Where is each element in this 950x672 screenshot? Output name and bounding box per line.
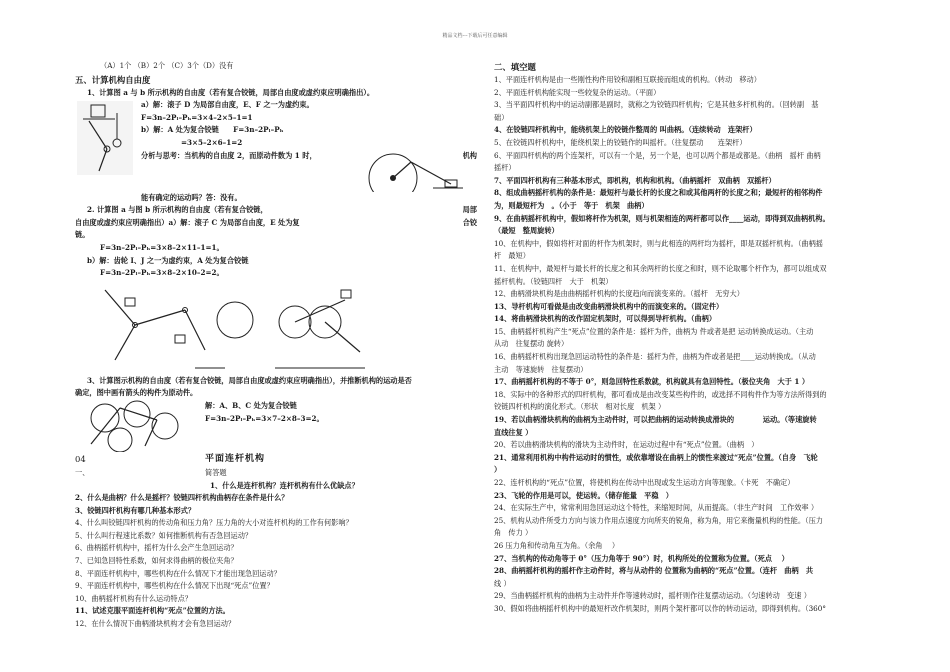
fill-blank-line: 15、曲柄摇杆机构产生“死点”位置的条件是：摇杆为件，曲柄为 件或者是把 运动转换成运动。（主动: [494, 326, 814, 336]
section-one-label: 一、: [75, 467, 90, 477]
right-column: [494, 60, 880, 616]
mechanism-figure-c-d: [75, 280, 375, 375]
short-answer-item: 10、曲柄摇杆机构有什么运动特点？: [75, 593, 192, 603]
fill-blank-line: 6、平面四杆机构的两个连架杆，可以有一个是，另一个是，也可以两个都是或都是。（曲柄 摇杆 曲柄: [494, 150, 821, 160]
q2-title-3: 链。: [75, 230, 90, 240]
q2-row-2: [75, 217, 477, 230]
q1-block: [75, 99, 477, 204]
options-line: （A）1个 （B）2个 （C）3个（D）没有: [100, 61, 234, 70]
left-column: [75, 60, 477, 631]
fill-blank-line: 杆 最短）: [494, 251, 530, 261]
fill-blank-line: 9、在曲柄摇杆机构中，假如将杆作为机架，则与机架相连的两杆都可以作____运动，即得到双曲柄机构。: [494, 213, 830, 223]
short-answer-item: 2、什么是曲柄？什么是摇杆？铰链四杆机构曲柄存在条件是什么？: [75, 493, 289, 503]
q3-title-2: 确定，图中画有箭头的构件为原动件。: [75, 388, 198, 398]
q2-title-2: 自由度或虚约束应明确指出）a）解：滚子 C 为局部自由度，E 处为复: [75, 217, 300, 227]
fill-blank-line: 7、平面四杆机构有三种基本形式，即机构，机构和机构。（曲柄摇杆 双曲柄 双摇杆）: [494, 175, 776, 185]
mechanism-figure-a: [75, 99, 135, 177]
page-header: 精品文档---下载后可任意编辑: [442, 33, 508, 39]
fill-blank-line: 25、机构从动件所受力方向与该力作用点速度方向所夹的锐角，称为角，用它来衡量机构的性能。（压力: [494, 515, 823, 525]
fill-blank-line: 20、若以曲柄滑块机构的滑块为主动件时，在运动过程中有“死点”位置。（曲柄 ）: [494, 440, 759, 450]
q3-formula: F=3n–2Pₗ–Pₕ=3×7–2×8–3=2。: [205, 413, 324, 423]
q2-title-1: 2. 计算图 a 与图 b 所示机构的自由度（若有复合铰链，: [87, 205, 268, 215]
fill-blank-line: 直线往复 ）: [494, 427, 533, 437]
short-answer-item: 5、什么叫行程速比系数？如何推断机构有否急回运动？: [75, 530, 253, 540]
short-answer-item: 7、已知急回特性系数，如何求得曲柄的极位夹角？: [75, 556, 238, 566]
fill-blank-line: 8、组成曲柄摇杆机构的条件是：最短杆与最长杆的长度之和或其他两杆的长度之和；最短杆的相邻构件: [494, 188, 823, 198]
fill-blank-line: 摇杆机构。（铰链四杆 大于 机架）: [494, 276, 613, 286]
short-answer-item: 9、平面连杆机构中，哪些机构在什么情况下出现“死点”位置？: [75, 581, 274, 591]
fill-blank-line: 27、当机构的传动角等于 0°（压力角等于 90°）时，机构所处的位置称为位置。（死点 ）: [494, 553, 789, 563]
fill-blank-line: 角 传力 ）: [494, 528, 533, 538]
q2-title-1-end: 局部: [462, 205, 477, 215]
fill-blank-line: 线 ）: [494, 578, 511, 588]
fill-blank-line: 30、假如将曲柄摇杆机构中的最短杆改作机架时，则两个架杆都可以作的转动运动，即得到机构。（360°: [494, 603, 826, 613]
q2-title-2-end: 合铰: [462, 217, 477, 227]
fill-blank-line: 4、在铰链四杆机构中，能绕机架上的铰链作整周的 叫曲柄。（连续转动 连架杆）: [494, 125, 757, 135]
q3-title-1: 3、计算图示机构的自由度（若有复合铰链，局部自由度或虚约束应明确指出），并推断机构的运动是否: [87, 375, 412, 385]
fill-blank-line: 铰链四杆机构的演化形式。（形状 相对长度 机架 ）: [494, 402, 666, 412]
q1-formula-1: F=3n–2Pₗ–Pₕ=3×4–2×5–1=1: [141, 112, 253, 122]
q2-formula-2: F=3n–2Pₗ–Pₕ=3×8–2×10–2=2。: [100, 268, 224, 278]
fill-blank-line: 19、若以曲柄滑块机构的曲柄为主动件时，可以把曲柄的运动转换成滑块的 运动。（等速旋转: [494, 415, 817, 425]
fill-blank-line: 29、当曲柄摇杆机构的曲柄为主动件并作等速转动时，摇杆则作往复摆动运动。（匀速转动 变速 ）: [494, 591, 811, 601]
fill-blank-title: 二、填空题: [494, 62, 536, 72]
mechanism-figure-b: [363, 150, 463, 192]
q2-formula-1: F=3n–2Pₗ–Pₕ=3×8–2×11–1=1。: [100, 242, 224, 252]
fill-blank-line: 22、连杆机构的“死点”位置，将使机构在传动中出现或发生运动方向等现象。（卡死 不确定）: [494, 478, 795, 487]
mechanism-figure-e: [75, 400, 185, 452]
q1-analysis-1-end: 机构: [462, 150, 477, 160]
fill-blank-line: （最短 整周旋转）: [494, 226, 559, 236]
fill-blank-line: 主动 等速旋转 往复摆动）: [494, 364, 588, 374]
fill-blank-line: 3、当平面四杆机构中的运动副都是副时，就称之为铰链四杆机构；它是其他多杆机构的。（回转副 基: [494, 100, 819, 110]
fill-blank-line: 摇杆）: [494, 163, 516, 173]
fill-blank-line: 28、曲柄摇杆机构的摇杆作主动件时，将与从动件的 位置称为曲柄的“死点”位置。（连杆 曲柄 共: [494, 566, 814, 576]
q1-title: 1、计算图 a 与 b 所示机构的自由度（若有复合铰链，局部自由度或虚约束应明确指出）。: [87, 87, 375, 97]
fill-blank-line: 11、在机构中，最短杆与最长杆的长度之和其余两杆的长度之和时，则不论取哪个杆作为，都可以组成双: [494, 263, 827, 273]
fill-blank-line: 16、曲柄摇杆机构出现急回运动特性的条件是：摇杆为件，曲柄为件或者是把____运动转换成。（从动: [494, 352, 816, 362]
fill-blank-line: 2、平面连杆机构能实现一些较复杂的运动。（平面）: [494, 87, 661, 97]
fill-blank-line: 10、在机构中，假如将杆对面的杆作为机架时，则与此相连的两杆均为摇杆，即是双摇杆机构。（曲柄摇: [494, 238, 823, 248]
short-answer-item: 11、试述克服平面连杆机构“死点”位置的方法。: [75, 606, 230, 616]
short-answer-title: 简答题: [205, 467, 227, 477]
q1-analysis-1: 分析与思考：当机构的自由度 2，而原动件数为 1 时，: [141, 150, 317, 160]
fill-blank-line: 17、曲柄摇杆机构的不等于 0°，则急回特性系数就，机构就具有急回特性。（极位夹角 大于 1 ）: [494, 377, 810, 387]
fill-blank-line: ）: [494, 465, 502, 475]
section-04-title: 平面连杆机构: [205, 453, 266, 464]
q2-solution-b: b）解：齿轮 I、J 之一为虚约束，A 处为复合铰链: [87, 255, 249, 265]
fill-blank-line: 础）: [494, 112, 509, 122]
fill-blank-line: 26 压力角和传动角互为角。（余角 ）: [494, 540, 620, 550]
fill-blank-line: 14、将曲柄滑块机构的改作固定机架时，可以得到导杆机构。（曲柄）: [494, 314, 717, 324]
q1-solution-a: a）解：滚子 D 为局部自由度，E、F 之一为虚约束。: [141, 100, 314, 110]
short-answer-item: 3、铰链四杆机构有哪几种基本形式？: [75, 505, 196, 515]
fill-blank-line: 为，则最短杆为 。（小于 等于 机架 曲柄）: [494, 200, 649, 210]
fill-blank-line: 1、平面连杆机构是由一些刚性构件用铰和副相互联接而组成的机构。（转动 移动）: [494, 75, 761, 84]
short-answer-heading: [75, 467, 477, 480]
section-04-heading: [75, 452, 477, 467]
q3-solution: 解：A、B、C 处为复合铰链: [205, 400, 297, 410]
fill-blank-line: 23、飞轮的作用是可以，使运转。（储存能量 平稳 ）: [494, 490, 673, 500]
short-answer-item: 1、什么是连杆机构？连杆机构有什么优缺点？: [210, 480, 359, 490]
q1-formula-2: =3×5–2×6–1=2: [181, 137, 243, 147]
q3-block: [75, 400, 477, 452]
fill-blank-list: [494, 74, 880, 616]
short-answer-list: [75, 480, 477, 631]
q2-row-1: [75, 204, 477, 217]
section-04-number: 04: [75, 453, 86, 464]
fill-blank-line: 从动 往复摆动 旋转）: [494, 339, 569, 349]
short-answer-item: 12、在什么情况下曲柄滑块机构才会有急回运动？: [75, 619, 236, 629]
fill-blank-line: 12、曲柄滑块机构是由曲柄摇杆机构的长度趋向而演变来的。（摇杆 无穷大）: [494, 289, 744, 299]
short-answer-item: 6、曲柄摇杆机构中，摇杆为什么会产生急回运动？: [75, 543, 238, 553]
fill-blank-line: 18、实际中的各种形式的四杆机构，都可看成是由改变某些构件的，或选择不同构件作为等方法所得到的: [494, 389, 827, 399]
short-answer-item: 8、平面连杆机构中，哪些机构在什么情况下才能出现急回运动？: [75, 568, 281, 578]
fill-blank-line: 24、在实际生产中，常常利用急回运动这个特性，来缩短时间，从而提高。（非生产时间 工作效率 ）: [494, 503, 819, 513]
fill-blank-line: 13、导杆机构可看做是由改变曲柄滑块机构中的而演变来的。（固定件）: [494, 301, 724, 311]
fill-blank-line: 21、通常利用机构中构件运动时的惯性，或依靠增设在曲柄上的惯性来渡过“死点”位置。（自身 飞轮: [494, 452, 818, 462]
fill-blank-line: 5、在铰链四杆机构中，能绕机架上的铰链作的叫摇杆。（往复摆动 连架杆）: [494, 137, 747, 147]
q1-solution-b: b）解：A 处为复合铰链 F=3n–2Pₗ–Pₕ: [141, 125, 284, 135]
q1-analysis-2: 能有确定的运动吗？答：没有。: [141, 192, 242, 202]
short-answer-item: 4、什么叫铰链四杆机构的传动角和压力角？压力角的大小对连杆机构的工作有何影响？: [75, 518, 353, 528]
section-5-title: 五、计算机构自由度: [75, 74, 151, 85]
